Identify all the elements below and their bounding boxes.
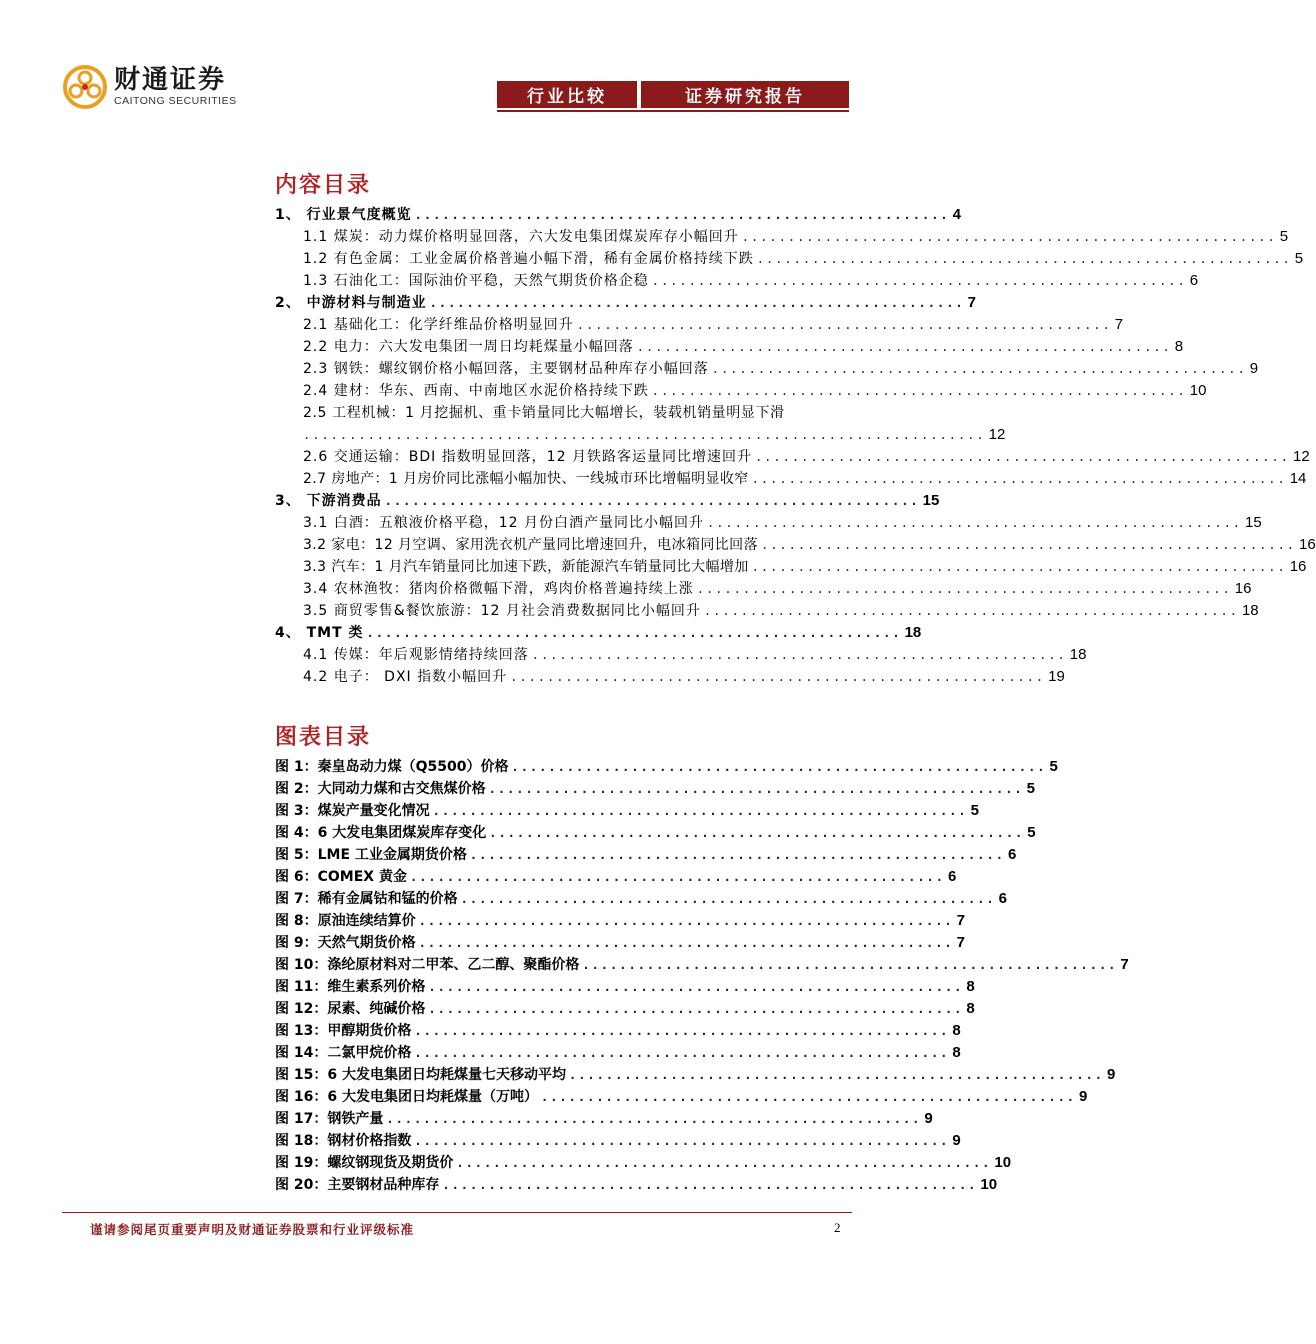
toc-entry-label: 3、 下游消费品 bbox=[275, 493, 382, 509]
leader-dots: .......................................................... bbox=[706, 516, 1243, 530]
toc-entry-label: 2.7 房地产：1 月房价同比涨幅小幅加快、一线城市环比增幅明显收窄 bbox=[303, 471, 749, 487]
figure-entry-page: 10 bbox=[980, 1176, 998, 1193]
figure-entry[interactable] bbox=[275, 996, 975, 1018]
toc-entry-label: 3.3 汽车：1 月汽车销量同比加速下跌，新能源汽车销量同比大幅增加 bbox=[303, 559, 749, 575]
toc-entry-page: 15 bbox=[922, 492, 940, 509]
figure-entry[interactable] bbox=[275, 1150, 1012, 1172]
leader-dots: .......................................................... bbox=[741, 230, 1277, 244]
toc-entry-label: 2.3 钢铁：螺纹钢价格小幅回落，主要钢材品种库存小幅回落 bbox=[303, 361, 709, 377]
leader-dots: .......................................................... bbox=[442, 1178, 978, 1192]
figure-entry[interactable] bbox=[275, 1172, 998, 1194]
logo-chinese-name: 财通证券 bbox=[114, 65, 227, 95]
figure-entry-label: 图 8：原油连续结算价 bbox=[275, 913, 416, 929]
logo-english-name: CAITONG SECURITIES bbox=[114, 95, 237, 107]
figure-entry-label: 图 16：6 大发电集团日均耗煤量（万吨） bbox=[275, 1089, 538, 1105]
leader-dots: .......................................................... bbox=[751, 560, 1287, 574]
figure-entry-page: 7 bbox=[956, 934, 965, 951]
toc-entry-label: 2.5 工程机械：1 月挖掘机、重卡销量同比大幅增长，装载机销量明显下滑 bbox=[303, 405, 785, 421]
figure-entry-page: 6 bbox=[998, 890, 1007, 907]
figure-entry[interactable] bbox=[275, 820, 1036, 842]
figure-entry-label: 图 12：尿素、纯碱价格 bbox=[275, 1001, 426, 1017]
figure-entry-page: 10 bbox=[994, 1154, 1012, 1171]
toc-entry-label: 1、 行业景气度概览 bbox=[275, 207, 412, 223]
figure-entry-page: 9 bbox=[952, 1132, 961, 1149]
figures-title: 图表目录 bbox=[275, 725, 372, 750]
leader-dots: .......................................................... bbox=[711, 362, 1247, 376]
toc-entry-page: 19 bbox=[1048, 668, 1065, 685]
leader-dots: .......................................................................... bbox=[303, 428, 986, 442]
leader-dots: .......................................................... bbox=[636, 340, 1172, 354]
figure-entry-page: 7 bbox=[1120, 956, 1129, 973]
leader-dots: .......................................................... bbox=[414, 1024, 950, 1038]
leader-dots: .......................................................... bbox=[568, 1068, 1105, 1082]
figure-entry-label: 图 15：6 大发电集团日均耗煤量七天移动平均 bbox=[275, 1067, 566, 1083]
toc-entry[interactable] bbox=[275, 378, 1207, 400]
figure-entry[interactable] bbox=[275, 1018, 961, 1040]
leader-dots: .......................................................... bbox=[754, 450, 1290, 464]
toc-entry[interactable] bbox=[275, 444, 1310, 466]
figure-entry-page: 7 bbox=[956, 912, 965, 929]
toc-entry[interactable] bbox=[275, 334, 1184, 356]
leader-dots: .......................................................... bbox=[696, 582, 1232, 596]
toc-entry-page: 6 bbox=[1189, 272, 1199, 289]
leader-dots: .......................................................... bbox=[510, 670, 1046, 684]
leader-dots: .......................................................... bbox=[409, 870, 945, 884]
toc-entry-page: 5 bbox=[1294, 250, 1304, 267]
leader-dots: .......................................................... bbox=[428, 980, 964, 994]
figure-entry-page: 8 bbox=[952, 1022, 961, 1039]
figure-entry-page: 5 bbox=[1027, 824, 1036, 841]
leader-dots: .......................................................... bbox=[414, 1134, 950, 1148]
toc-entry[interactable] bbox=[275, 400, 855, 422]
toc-entry-page: 10 bbox=[1189, 382, 1207, 399]
leader-dots: .......................................................... bbox=[489, 826, 1025, 840]
report-category-tab: 行业比较 bbox=[497, 81, 637, 108]
toc-entry-page: 14 bbox=[1289, 470, 1307, 487]
figure-entry-page: 9 bbox=[1107, 1066, 1116, 1083]
figure-entry-label: 图 19：螺纹钢现货及期货价 bbox=[275, 1155, 454, 1171]
toc-entry-page: 16 bbox=[1299, 536, 1316, 553]
toc-entry-label: 4.1 传媒：年后观影情绪持续回落 bbox=[303, 647, 529, 663]
toc-entry-page: 18 bbox=[904, 624, 922, 641]
figure-entry[interactable] bbox=[275, 754, 1058, 776]
toc-entry-label: 4.2 电子： DXI 指数小幅回升 bbox=[303, 669, 508, 685]
toc-entry-label: 3.1 白酒：五粮液价格平稳，12 月份白酒产量同比小幅回升 bbox=[303, 515, 704, 531]
figures-list bbox=[275, 754, 1129, 1194]
toc-entry-page: 18 bbox=[1069, 646, 1087, 663]
figure-entry[interactable] bbox=[275, 974, 975, 996]
toc-entry-page: 7 bbox=[967, 294, 976, 311]
leader-dots: .......................................................... bbox=[582, 958, 1118, 972]
page-number: 2 bbox=[834, 1220, 841, 1235]
toc-entry[interactable] bbox=[275, 576, 1252, 598]
figure-entry[interactable] bbox=[275, 1106, 933, 1128]
toc-entry[interactable] bbox=[275, 356, 1259, 378]
leader-dots: .......................................................... bbox=[651, 274, 1187, 288]
figure-entry-page: 8 bbox=[966, 1000, 975, 1017]
toc-entry-page: 12 bbox=[1292, 448, 1310, 465]
toc-entry-label: 2.6 交通运输：BDI 指数明显回落，12 月铁路客运量同比增速回升 bbox=[303, 449, 752, 465]
leader-dots: .......................................................... bbox=[414, 208, 950, 222]
toc-entry-label: 2.2 电力：六大发电集团一周日均耗煤量小幅回落 bbox=[303, 339, 634, 355]
toc-entry[interactable] bbox=[275, 532, 1316, 554]
report-type-tab: 证券研究报告 bbox=[641, 81, 849, 108]
toc-entry[interactable] bbox=[275, 268, 1199, 290]
figure-entry-page: 9 bbox=[1079, 1088, 1088, 1105]
toc-entry-label: 2.4 建材：华东、西南、中南地区水泥价格持续下跌 bbox=[303, 383, 649, 399]
leader-dots: .......................................................... bbox=[418, 936, 954, 950]
figure-entry-page: 8 bbox=[952, 1044, 961, 1061]
toc-entry-label: 3.2 家电：12 月空调、家用洗衣机产量同比增速回升，电冰箱同比回落 bbox=[303, 537, 758, 553]
figure-entry[interactable] bbox=[275, 1128, 961, 1150]
figure-entry[interactable] bbox=[275, 952, 1129, 974]
toc-entry-continuation bbox=[275, 422, 1006, 444]
figure-entry[interactable] bbox=[275, 1084, 1088, 1106]
leader-dots: .......................................................... bbox=[429, 296, 965, 310]
figure-entry-label: 图 4：6 大发电集团煤炭库存变化 bbox=[275, 825, 487, 841]
toc-entry-page: 15 bbox=[1245, 514, 1262, 531]
figure-entry-page: 6 bbox=[948, 868, 957, 885]
toc-title: 内容目录 bbox=[275, 173, 372, 198]
leader-dots: .......................................................... bbox=[651, 384, 1187, 398]
leader-dots: .......................................................... bbox=[751, 472, 1287, 486]
toc-entry[interactable] bbox=[275, 224, 1289, 246]
toc-entry-label: 2、 中游材料与制造业 bbox=[275, 295, 427, 311]
toc-entry-page: 7 bbox=[1114, 316, 1124, 333]
figure-entry-label: 图 3：煤炭产量变化情况 bbox=[275, 803, 430, 819]
toc-entry-label: 1.2 有色金属：工业金属价格普遍小幅下滑，稀有金属价格持续下跌 bbox=[303, 251, 754, 267]
toc-entry-page: 16 bbox=[1234, 580, 1252, 597]
leader-dots: .......................................................... bbox=[460, 892, 996, 906]
toc-entry-label: 2.1 基础化工：化学纤维品价格明显回升 bbox=[303, 317, 574, 333]
figure-entry[interactable] bbox=[275, 776, 1035, 798]
company-logo bbox=[62, 62, 237, 112]
toc-entry-page: 9 bbox=[1249, 360, 1259, 377]
toc-entry[interactable] bbox=[275, 510, 1262, 532]
toc-entry[interactable] bbox=[275, 620, 922, 642]
figure-entry-label: 图 2：大同动力煤和古交焦煤价格 bbox=[275, 781, 486, 797]
leader-dots: .......................................................... bbox=[531, 648, 1067, 662]
toc-entry[interactable] bbox=[275, 312, 1124, 334]
toc-entry-page: 4 bbox=[952, 206, 961, 223]
leader-dots: .......................................................... bbox=[432, 804, 968, 818]
figure-entry[interactable] bbox=[275, 930, 965, 952]
leader-dots: .......................................................... bbox=[760, 538, 1297, 552]
figure-entry-label: 图 20：主要钢材品种库存 bbox=[275, 1177, 440, 1193]
leader-dots: .......................................................... bbox=[366, 626, 902, 640]
toc-entry[interactable] bbox=[275, 246, 1304, 268]
leader-dots: .......................................................... bbox=[756, 252, 1292, 266]
toc-entry[interactable] bbox=[275, 664, 1065, 686]
header-tabs bbox=[497, 81, 849, 108]
figure-entry-label: 图 13：甲醇期货价格 bbox=[275, 1023, 412, 1039]
figure-entry-label: 图 6：COMEX 黄金 bbox=[275, 869, 407, 885]
toc-entry-page: 12 bbox=[988, 426, 1006, 443]
figure-entry[interactable] bbox=[275, 864, 957, 886]
figure-entry-page: 5 bbox=[1026, 780, 1035, 797]
figure-entry-label: 图 10：涤纶原材料对二甲苯、乙二醇、聚酯价格 bbox=[275, 957, 580, 973]
figure-entry-page: 8 bbox=[966, 978, 975, 995]
toc-entry-page: 18 bbox=[1241, 602, 1259, 619]
toc-entry-page: 16 bbox=[1289, 558, 1307, 575]
footer-divider bbox=[62, 1212, 852, 1213]
toc-entry-page: 8 bbox=[1174, 338, 1184, 355]
leader-dots: .......................................................... bbox=[511, 760, 1047, 774]
toc-entry-label: 4、 TMT 类 bbox=[275, 625, 364, 641]
header-divider bbox=[497, 110, 849, 112]
footer-disclaimer: 谨请参阅尾页重要声明及财通证券股票和行业评级标准 bbox=[90, 1222, 415, 1237]
figure-entry-label: 图 7：稀有金属钴和锰的价格 bbox=[275, 891, 458, 907]
figure-entry-label: 图 18：钢材价格指数 bbox=[275, 1133, 412, 1149]
toc-entry[interactable] bbox=[275, 290, 976, 312]
figure-entry-page: 6 bbox=[1007, 846, 1017, 863]
leader-dots: .......................................................... bbox=[386, 1112, 922, 1126]
figure-entry-page: 5 bbox=[1049, 758, 1058, 775]
figure-entry-label: 图 9：天然气期货价格 bbox=[275, 935, 416, 951]
toc-entry[interactable] bbox=[275, 466, 1307, 488]
leader-dots: .......................................................... bbox=[428, 1002, 964, 1016]
toc-entry[interactable] bbox=[275, 202, 961, 224]
figure-entry-page: 9 bbox=[924, 1110, 933, 1127]
figure-entry[interactable] bbox=[275, 798, 979, 820]
leader-dots: .......................................................... bbox=[703, 604, 1239, 618]
toc-entry-label: 1.1 煤炭：动力煤价格明显回落，六大发电集团煤炭库存小幅回升 bbox=[303, 229, 739, 245]
toc-entry-page: 5 bbox=[1279, 228, 1289, 245]
figure-entry[interactable] bbox=[275, 1062, 1116, 1084]
leader-dots: .......................................................... bbox=[414, 1046, 950, 1060]
toc-entry-label: 1.3 石油化工：国际油价平稳，天然气期货价格企稳 bbox=[303, 273, 649, 289]
figure-entry-label: 图 5：LME 工业金属期货价格 bbox=[275, 847, 467, 863]
leader-dots: .......................................................... bbox=[418, 914, 954, 928]
figure-entry-label: 图 14：二氯甲烷价格 bbox=[275, 1045, 412, 1061]
figure-entry-label: 图 1：秦皇岛动力煤（Q5500）价格 bbox=[275, 759, 509, 775]
leader-dots: .......................................................... bbox=[456, 1156, 992, 1170]
toc-entry-label: 3.5 商贸零售&餐饮旅游：12 月社会消费数据同比小幅回升 bbox=[303, 603, 701, 619]
toc-entry[interactable] bbox=[275, 488, 940, 510]
toc-entry[interactable] bbox=[275, 642, 1087, 664]
caitong-logo-icon bbox=[62, 64, 108, 110]
figure-entry[interactable] bbox=[275, 908, 965, 930]
leader-dots: .......................................................... bbox=[488, 782, 1024, 796]
toc-entry[interactable] bbox=[275, 554, 1307, 576]
leader-dots: .......................................................... bbox=[469, 848, 1005, 862]
figure-entry[interactable] bbox=[275, 842, 1017, 864]
toc-list bbox=[275, 202, 1316, 686]
figure-entry-label: 图 11：维生素系列价格 bbox=[275, 979, 426, 995]
toc-entry[interactable] bbox=[275, 598, 1259, 620]
leader-dots: .......................................................... bbox=[576, 318, 1112, 332]
figure-entry-label: 图 17：钢铁产量 bbox=[275, 1111, 384, 1127]
figure-entry[interactable] bbox=[275, 1040, 961, 1062]
leader-dots: .......................................................... bbox=[540, 1090, 1077, 1104]
figure-entry[interactable] bbox=[275, 886, 1007, 908]
leader-dots: .......................................................... bbox=[384, 494, 920, 508]
figure-entry-page: 5 bbox=[970, 802, 979, 819]
toc-entry-label: 3.4 农林渔牧：猪肉价格微幅下滑，鸡肉价格普遍持续上涨 bbox=[303, 581, 694, 597]
